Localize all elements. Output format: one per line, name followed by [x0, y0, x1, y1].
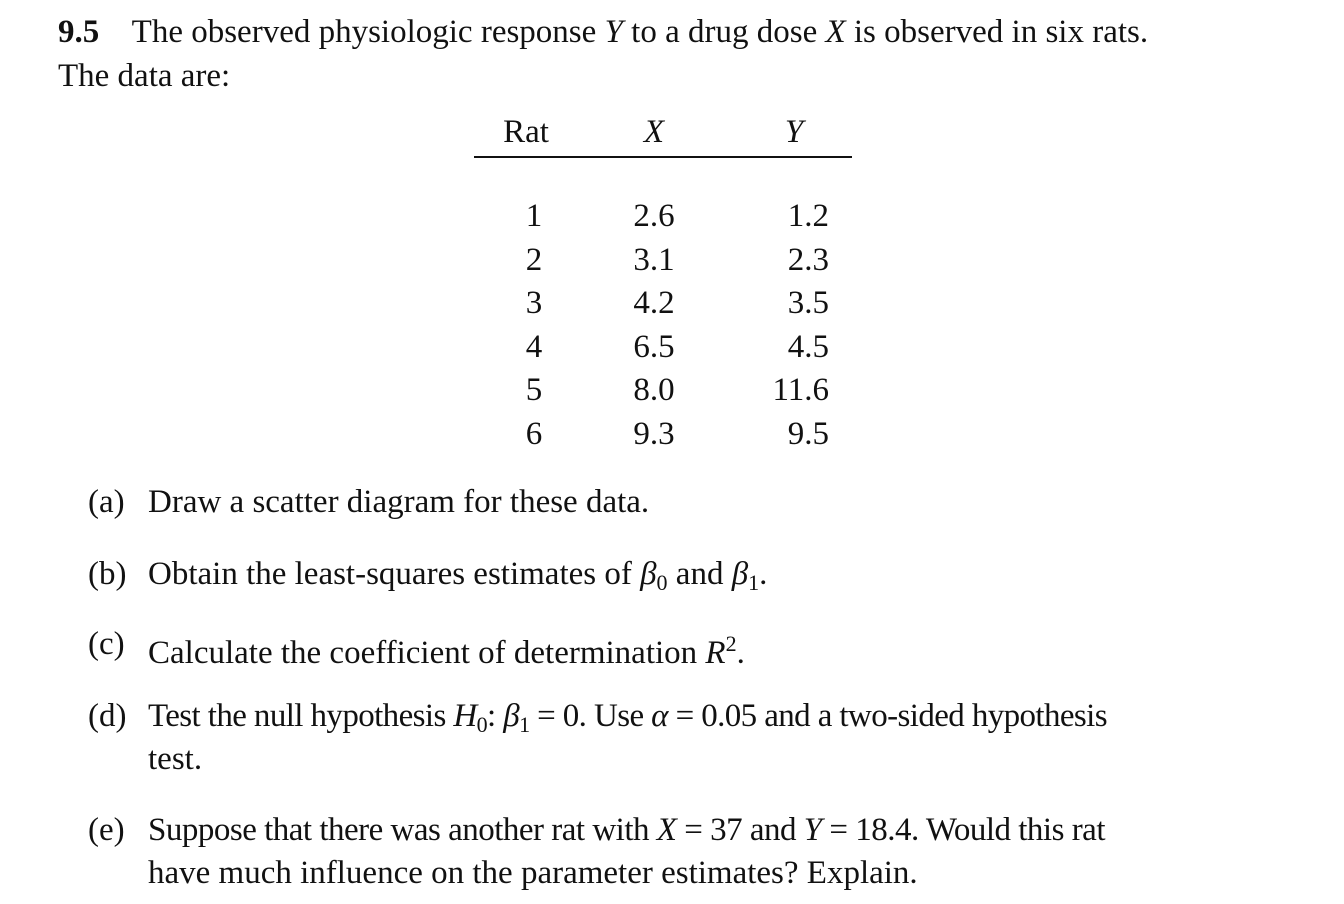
header-x: X	[643, 114, 665, 150]
data-table	[474, 110, 852, 455]
beta-1-subscript: 1	[748, 570, 760, 595]
cell-x: 4.2	[633, 285, 675, 321]
var-x: X	[825, 14, 846, 50]
intro-text-c: is observed in six rats.	[853, 14, 1149, 50]
part-d-text-b: = 0.05 and a two-sided hypothesis	[675, 698, 1107, 734]
part-e-text-a: Suppose that there was another rat with	[148, 812, 650, 848]
cell-x: 3.1	[633, 241, 675, 278]
part-c-text-a: Calculate the coefficient of determination	[148, 635, 698, 671]
part-e-text-c: = 18.4. Would this rat	[829, 812, 1105, 848]
intro-text-a: The observed physiologic response	[131, 14, 597, 50]
table-body	[474, 194, 852, 455]
cell-y: 3.5	[787, 285, 829, 321]
cell-y: 2.3	[787, 241, 829, 278]
part-d-text-a: Test the null hypothesis	[148, 698, 446, 734]
part-c-end: .	[736, 635, 745, 671]
cell-x: 8.0	[633, 372, 675, 408]
beta-0-symbol: β	[640, 556, 657, 592]
intro-text-line2: The data are:	[58, 58, 231, 94]
part-a-label: (a)	[88, 484, 125, 520]
part-d-text-line2: test.	[148, 741, 203, 777]
r-symbol: R	[705, 635, 726, 671]
cell-x: 2.6	[633, 198, 675, 234]
cell-rat: 6	[525, 415, 543, 452]
problem-intro-line-2	[58, 56, 230, 96]
part-d-eq0: = 0. Use	[537, 698, 644, 734]
cell-rat: 5	[525, 372, 543, 408]
beta-0-subscript: 0	[656, 570, 668, 595]
part-d-label: (d)	[88, 698, 127, 734]
h-symbol: H	[453, 698, 477, 734]
cell-rat: 1	[525, 198, 543, 234]
r-superscript: 2	[725, 631, 737, 656]
cell-rat: 3	[525, 285, 543, 321]
e-var-y: Y	[803, 812, 822, 848]
table-row	[474, 325, 852, 369]
var-y: Y	[604, 14, 623, 50]
part-d-text-line1	[148, 695, 1107, 746]
part-d-colon: :	[486, 698, 496, 734]
table-row	[474, 194, 852, 238]
part-b-label: (b)	[88, 556, 127, 592]
part-c-text	[148, 623, 745, 674]
part-e-text-line2: have much influence on the parameter estimates? Explain.	[148, 855, 918, 891]
part-a-text: Draw a scatter diagram for these data.	[148, 484, 650, 520]
alpha-symbol: α	[651, 698, 668, 734]
cell-x: 6.5	[633, 328, 675, 365]
table-row	[474, 412, 852, 456]
part-c-label: (c)	[88, 626, 125, 662]
part-b-text	[148, 553, 767, 604]
part-b-text-a: Obtain the least-squares estimates of	[148, 556, 632, 592]
table-header	[474, 110, 852, 158]
part-e-text-b: = 37 and	[684, 812, 796, 848]
beta-symbol: β	[503, 698, 520, 734]
part-e-label: (e)	[88, 812, 125, 848]
cell-x: 9.3	[633, 415, 675, 452]
e-var-x: X	[656, 812, 677, 848]
problem-number: 9.5	[58, 14, 100, 50]
beta-1-symbol: β	[731, 556, 749, 592]
table-row	[474, 281, 852, 325]
cell-rat: 2	[525, 241, 543, 278]
cell-y: 1.2	[787, 198, 829, 234]
part-b-and: and	[675, 556, 724, 592]
cell-y: 11.6	[772, 372, 829, 408]
cell-rat: 4	[525, 328, 543, 365]
h-subscript: 0	[476, 712, 487, 737]
table-row	[474, 368, 852, 412]
table-row	[474, 238, 852, 282]
part-e-text-line1	[148, 809, 1105, 851]
cell-y: 4.5	[787, 328, 829, 365]
problem-intro-line-1	[58, 12, 1148, 52]
header-rat: Rat	[503, 114, 549, 150]
header-y: Y	[784, 114, 804, 150]
intro-text-b: to a drug dose	[631, 14, 818, 50]
beta-subscript: 1	[519, 712, 530, 737]
part-b-end: .	[759, 556, 768, 592]
cell-y: 9.5	[787, 415, 829, 452]
